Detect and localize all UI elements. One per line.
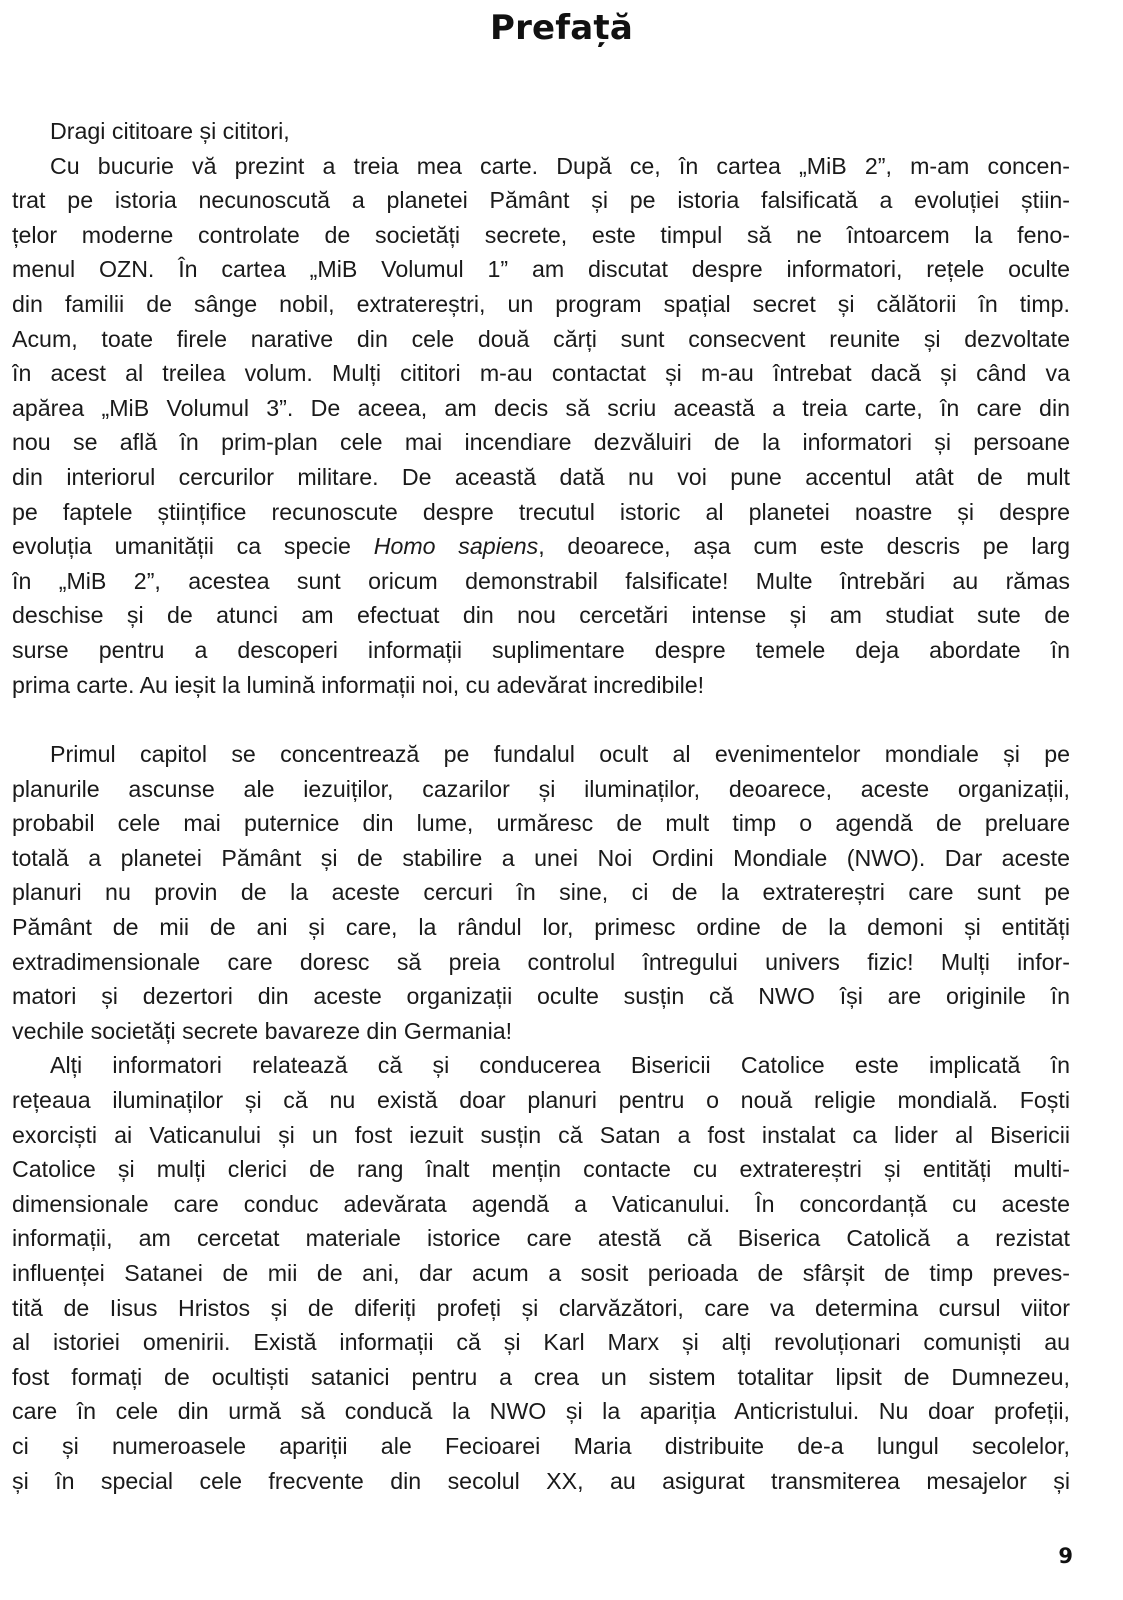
text-line: Dragi cititoare și cititori, [50, 118, 290, 144]
text-line: din familii de sânge nobil, extratereștri, un program spațial secret și călătorii în timp. [12, 290, 1070, 317]
text-line: care în cele din urmă să conducă la NWO și la apariția Anticristului. Nu doar profeții, [12, 1398, 1070, 1425]
paragraph [12, 149, 1070, 703]
text-line: nou se află în prim-plan cele mai incendiare dezvăluiri de la informatori și persoane [12, 429, 1070, 456]
text-line: rețeaua iluminaților și că nu există doar planuri pentru o nouă religie mondială. Foști [12, 1087, 1070, 1114]
text-line: planurile ascunse ale iezuiților, cazarilor și iluminaților, deoarece, aceste organizații, [12, 775, 1070, 802]
text-line: evoluția umanității ca specie Homo sapiens, deoarece, așa cum este descris pe larg [12, 533, 1070, 560]
text-line: fost formați de ocultiști satanici pentru a crea un sistem totalitar lipsit de Dumnezeu, [12, 1363, 1070, 1390]
text-line: țelor moderne controlate de societăți secrete, este timpul să ne întoarcem la feno- [12, 221, 1070, 248]
text-line: în acest al treilea volum. Mulți cititori m-au contactat și m-au întrebat dacă și când va [12, 360, 1070, 387]
text-line: Alți informatori relatează că și conducerea Bisericii Catolice este implicată în [50, 1052, 1070, 1079]
text-line: influenței Satanei de mii de ani, dar acum a sosit perioada de sfârșit de timp preves- [12, 1260, 1070, 1286]
text-line: totală a planetei Pământ și de stabilire a unei Noi Ordini Mondiale (NWO). Dar aceste [12, 844, 1070, 871]
text-line: tită de Iisus Hristos și de diferiți profeți și clarvăzători, care va determina cursul viitor [12, 1294, 1070, 1321]
text-line: surse pentru a descoperi informații suplimentare despre temele deja abordate în [12, 636, 1070, 663]
paragraph [12, 114, 1070, 149]
text-line: Acum, toate firele narative din cele două cărți sunt consecvent reunite și dezvoltate [12, 325, 1070, 352]
text-line: și în special cele frecvente din secolul XX, au asigurat transmiterea mesajelor și [12, 1467, 1070, 1494]
text-line: Cu bucurie vă prezint a treia mea carte. După ce, în cartea „MiB 2”, m-am concen- [50, 152, 1070, 179]
text-line: prima carte. Au ieșit la lumină informații noi, cu adevărat incredibile! [12, 671, 705, 698]
italic-term: Homo sapiens [373, 533, 539, 560]
text-line: menul OZN. În cartea „MiB Volumul 1” am discutat despre informatori, rețele oculte [12, 256, 1070, 283]
text-line: planuri nu provin de la aceste cercuri în sine, ci de la extratereștri care sunt pe [12, 879, 1070, 906]
text-line: deschise și de atunci am efectuat din nou cercetări intense și am studiat sute de [12, 602, 1070, 629]
body-text [12, 114, 1070, 1498]
text-line: în „MiB 2”, acestea sunt oricum demonstrabil falsificate! Multe întrebări au rămas [12, 567, 1070, 594]
text-line: Pământ de mii de ani și care, la rândul lor, primesc ordine de la demoni și entități [12, 914, 1070, 941]
text-line: apărea „MiB Volumul 3”. De aceea, am decis să scriu această a treia carte, în care din [12, 394, 1070, 421]
text-line: exorciști ai Vaticanului și un fost iezuit susțin că Satan a fost instalat ca lider al Bisericii [12, 1121, 1070, 1148]
text-line: Catolice și mulți clerici de rang înalt mențin contacte cu extratereștri și entități multi- [12, 1156, 1070, 1183]
paragraph [12, 1048, 1070, 1498]
paragraph [12, 737, 1070, 1048]
text-line: trat pe istoria necunoscută a planetei Pământ și pe istoria falsificată a evoluției știin- [12, 187, 1070, 214]
text-line: vechile societăți secrete bavareze din Germania! [12, 1017, 513, 1044]
text-line: matori și dezertori din aceste organizații oculte susțin că NWO își are originile în [12, 983, 1070, 1010]
text-line: din interiorul cercurilor militare. De această dată nu voi pune accentul atât de mult [12, 463, 1070, 490]
text-line: ci și numeroasele apariții ale Fecioarei Maria distribuite de-a lungul secolelor, [12, 1432, 1070, 1459]
page-title: Prefață [489, 8, 634, 48]
text-line: informații, am cercetat materiale istorice care atestă că Biserica Catolică a rezistat [12, 1225, 1070, 1252]
text-line: dimensionale care conduc adevărata agendă a Vaticanului. În concordanță cu aceste [12, 1190, 1070, 1217]
text-line: probabil cele mai puternice din lume, urmăresc de mult timp o agendă de preluare [12, 810, 1070, 837]
text-line: extradimensionale care doresc să preia controlul întregului univers fizic! Mulți infor- [12, 948, 1070, 975]
page-number: 9 [1058, 1544, 1073, 1568]
text-line: al istoriei omenirii. Există informații că și Karl Marx și alți revoluționari comuniști au [12, 1329, 1070, 1356]
text-line: pe faptele științifice recunoscute despre trecutul istoric al planetei noastre și despre [12, 498, 1070, 525]
paragraph-gap [12, 702, 1070, 737]
text-line: Primul capitol se concentrează pe fundalul ocult al evenimentelor mondiale și pe [50, 741, 1070, 768]
